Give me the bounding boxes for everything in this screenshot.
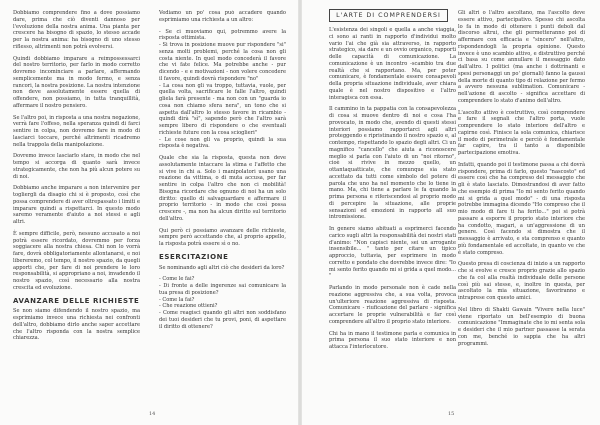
list-item: - Se ci muoviamo qui, potremmo avere la risposta ottimista. xyxy=(159,28,286,42)
list-item: - Le cose non gli va proprio, quindi la sua risposta è negativa. xyxy=(159,136,286,150)
paragraph: È sempre difficile, però, nessuno accusato a noi potrà essere ricordato, dovremmo per forza soggiacere alla nostra chiesa. Chi non lo vorrà fare, dovrà obbligatoriamente allontanarsi, e noi libereremo, col tempo, il nostro spazio, da quegli apporti che, per fare di noi prendere le loro responsabilità, si appropriano a noi, invadendo il nostro spazio, così necessario alla nostra crescita ed evoluzione. xyxy=(13,230,140,291)
paragraph: L'ascolto attivo è costruttivo, così comprendere e fare il segnali che l'altro porta, vuole comprendere lo stato interiore dell'altro e capirne così. Finisce la sola comunica, chiarisce il modo di perimetrale e perciò è fondamentale far capire, tra il tanto a disponibile partecipazione emotiva. xyxy=(458,109,585,156)
paragraph: Qui però ci possiamo avanzare delle richieste, sempre però accettando che, al proprio appello, la risposta potrà essere sì o no. xyxy=(159,227,286,247)
list-item: - Si trova in posizione muove pur rispondere "si" senza molti problemi, perché la cosa non gli costa niente. In quel modo concederà il favore che vi fate felice. Ma potrebbe anche - pur dicendo - e e motivazioni - non volere concedere il favore, quindi dovrà rispondere "no" xyxy=(159,42,286,82)
paragraph: Dovremo invece lasciarlo stare, in modo che nel tempo si accorga di quanto sarà invece strategicamente, che non ha più alcun potere su di noi. xyxy=(13,153,140,180)
exercise-list xyxy=(159,276,286,330)
paragraph: Dobbiamo comprendere fino a dove possiamo dare, prima che ciò diventi dannoso per l'evoluzione della nostra anima. Una pianta per crescere ha bisogno di spazio, lo stesso accade per la nostra anima: ha bisogno di uno stesso riflesso, altrimenti non potrà evolversi. xyxy=(13,10,140,50)
paragraph: Questo presa di coscienza di inizio a un rapporto che si evolve e cresce proprio grazie allo spazio che fa col alla realtà individuale delle persone così più sai stesse, e, inoltre in questa, per ascoltato la mia situazione, favoriranno e intraprese con questo amici. xyxy=(458,261,585,301)
paragraph: Nel libro di Shakti Gawain "Vivere nella luce" viene riportato un bell'esempio di buona comunicazione "Immaginate che io mi senta sola e desideri che il mio partner passasse la serata con me, benché io sappia che ha altri programmi. xyxy=(458,306,585,347)
left-column-1 xyxy=(13,10,140,408)
list-item: - La cosa non gli va troppo, tuttavia, vuole, per quella volta, sacrificare le falle l'altro, quindi gliela farà presente - ma non con un "guarda io cosa non chiamo sfera nera", un tono che si aspetta dall'altro lo stesso favore in ricambio - quindi dirà "sì", sapendo però che l'altro sarà sempre libero di rispondere o che eventuali richieste future con la cosa scioglieri" xyxy=(159,82,286,136)
page-number: 14 xyxy=(149,411,156,417)
subheading-esercitazione: ESERCITAZIONE xyxy=(159,252,229,261)
paragraph: Infatti, quando poi il testimone passa a chi dovrà rispondere, prima di farlo, questo "nascosto" ed essere così che ha compreso del messaggio che gli è stato lasciato. Dimostrandosi di aver fatto che esempio di prima "Io mi sento ferito quando mi si grida a quel modo" - di una risposta potrebbe immagina dicendo "Ho compreso che il mio modo di fare ti ha ferito..." poi si potrà passare a esporre il proprio stato interiore che ha condotto, magari, a un'aggressione di un genere. Così facendo si dimostra che il messaggio è arrivato, e sta comprenso e quanto più fondamentale ed accoltate, in quanto ve che è stato compreso. xyxy=(458,161,585,256)
list-item: - Di fronte a delle ingerenze sai comunicare la tua presa di posizione? xyxy=(159,283,286,296)
response-list xyxy=(159,29,286,151)
paragraph: Se non siamo difendendo il nostro spazio, ma esprimiamo invece una richiesta nei confronti dell'altro, dobbiamo dirlo anche saper accettare che l'altro risponda con la nostra semplice chiarezza. xyxy=(13,308,140,342)
paragraph: Il cammino in ta pappatia con la consapevolezza di cosa si muove dentro di noi e cosa l'ha provocato, in modo che, avendo di questi stessi interiori possiamo rapportarci agli altri proteggendo e ripristinando il nostro spazio e, al contempo, rispettando lo spazio degli altri. Ci un magnifico "cancello" che aiuta a riconoscere meglio si parla con l'aiuto di un "noi ritorno", cioè si rivive in mezzo quello, un ottantaquatticate, che comunque sia stato accettato da tutti come simbolo del potere di parola che uno ha nel momento che lo tiene in mano. Ma, chi tiene a parlare le fa quando la prima persona e riferiscendosi al proprio modo di percepire la situazione, alle proprie sensazioni ed emozioni in rapporto all suo intromissione. xyxy=(329,106,456,221)
paragraph: Parlando in modo personale non è cade nella reazione aggressiva che, a sua volta, provoca un'ulteriore reazione aggressiva di risposta. Comunicare - riuficazione del parlare - significa accertare le proprie vulnerabilità e far così comprendere all'altro il proprio stato interiore. xyxy=(329,285,456,325)
paragraph: Gli altri o l'altro ascoltano, ma l'ascolto deve essere attivo, partecipativo. Spesso chi ascolta lo fa in modo di ottenere i punti deboli dal discorso altrui, che gli permetteranno poi di affermare con efficacia e "sincero" nell'altro, rispondendogli la propria opinione. Questo invece è uno scambio attivo, e distruttivo perché ci basa su come annullare il messaggio dato dall'altro. I politici (ma anche i dottrinanti e spesi personaggi un po' giornali) fanno la gaussi della morte di quanto tipo di relazione per fermo a avvero nessuna sublimation. Comunicare - nell'azione di ascolto - significa accettare di comprendere lo stato d'animo dell'altro. xyxy=(458,10,585,104)
page-number: 15 xyxy=(448,411,455,417)
list-item: - Come le fai? xyxy=(159,276,195,283)
paragraph: Quindi dobbiamo imparare a reimpossessarci del nostro territorio, per farlo in modo corretto dovremo incominciare a parlare, affermando semplicemente ma in modo fermo, e senza rancori, la nostra posizione. La nostra intenzione non deve assolutamente essere quella di offendere, non possiamo, in tutta tranquillità, affermare il nostro pensiero. xyxy=(13,55,140,109)
right-column-2 xyxy=(458,10,585,408)
left-column-2 xyxy=(159,10,286,408)
list-item: - Come la fai? xyxy=(159,296,195,303)
subheading-avanzare: AVANZARE DELLE RICHIESTE xyxy=(13,296,140,305)
paragraph: Se nominando agli altri ciò che desideri da loro? xyxy=(159,264,285,271)
right-page xyxy=(300,0,600,425)
list-item: - Come reagisci quando gli altri non soddisfano dei tuoi desideri che tu provi, poni, di aspettare il diritto di ottenere? xyxy=(159,310,286,330)
paragraph: Quale che sia la risposta, questa non deve assolutamente intaccare la stima e l'affetto che si vive in chi a. Solo i manipolatori usano una reazione da vittima, o di muta accusa, per far sentire in colpa l'altro che non ci mobilità! Bisogna ricordare che ognuno di noi ha un solo diritto: quello di salvaguardare e affermare il proprio territorio - in modo che così possa crescere -, ma non ha alcun diritto sul territorio dell'altro. xyxy=(159,155,286,222)
paragraph: Dobbiamo anche imparare a non intervenire per togliergli da disagio chi si è proposto, così che possa comprendere di aver oltrepassato i limiti e imparare quindi a rispettarci. In questo modo saremo veramente d'aiuto a noi stessi e agli altri. xyxy=(13,185,140,225)
paragraph: In genere siamo abituati a esprimerci facendo carico sugli altri la responsabilità dei nostri stati d'animo: "Non capisci niente, sei un arrogante insensibile... " tanto per citare un tipico approccio, tuttavia, per esprimere in modo corretto e pondato che dovrebbe invece dire: "Io mi sento ferito quando mi si grida a quel modo... " xyxy=(329,226,456,280)
paragraph: Vediamo un po' cosa può accadere quando esprimiamo una richiesta a un altro: xyxy=(159,10,286,23)
paragraph: L'esistenza dei singoli e quella a anche viaggia, ci sono ai ranti in rapporto d'individui molto vario l'ai che già sia attraverso, in rapporto strategico, sia dare e un ovvio organico, rapporti delle capacità di comunicazione. La comunicazione è un incontro -scambio tra due realtà che si rapportano. Ma, per poter comunicare, è fondamentale essere consapevoli della propria situazione individuale, aver chiara quale è nel nostro dispositivo e l'altro interagisca con essa. xyxy=(329,27,456,101)
list-item: - Che reazione ottieni? xyxy=(159,303,218,310)
right-column-1 xyxy=(329,27,456,407)
paragraph: Se l'altro poi, in risposta a una nostra negazione, verrà fare l'offeso, nella speranza quindi di farci sentire in colpa, non dovremo fare in modo di lasciarci toccare, perché altrimenti ricadremo nella trappola della manipolazione. xyxy=(13,114,140,148)
section-title-box: L'ARTE DI COMPRENDERSI xyxy=(329,9,448,22)
paragraph: Chi ha in mano il testimone parla e comunica in prima persona il suo stato interiore e non attacca l'interlocutore. xyxy=(329,330,456,350)
